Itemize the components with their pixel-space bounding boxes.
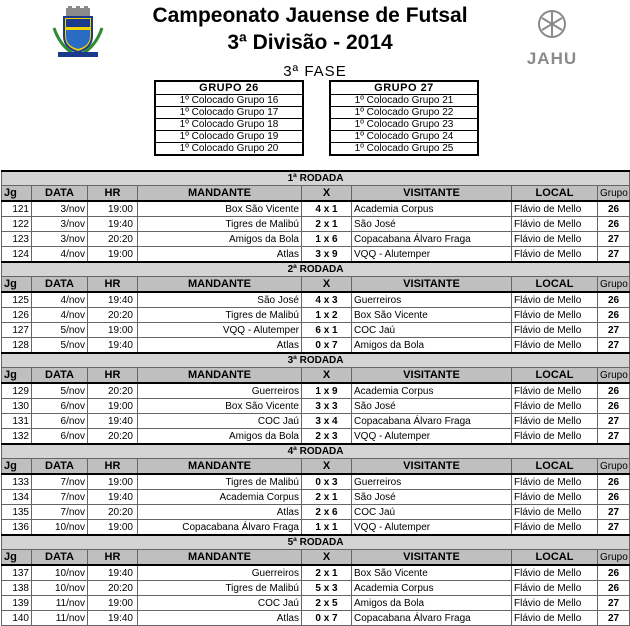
match-venue: Flávio de Mello	[512, 217, 598, 232]
match-score: 2 x 1	[302, 217, 352, 232]
page-title: Campeonato Jauense de Futsal	[152, 4, 468, 27]
match-number: 121	[2, 201, 32, 217]
column-header-jg: Jg	[2, 459, 32, 475]
home-team: Atlas	[138, 505, 302, 520]
column-header-score: X	[302, 459, 352, 475]
match-venue: Flávio de Mello	[512, 565, 598, 581]
group-name: GRUPO 27	[331, 82, 477, 95]
match-time: 19:40	[88, 414, 138, 429]
table-row	[2, 383, 630, 399]
table-row	[2, 505, 630, 520]
home-team: Tigres de Malibú	[138, 217, 302, 232]
group-item: 1º Colocado Grupo 17	[156, 107, 302, 119]
column-header-home: MANDANTE	[138, 368, 302, 384]
table-row	[2, 414, 630, 429]
column-header-local: LOCAL	[512, 368, 598, 384]
column-header-group: Grupo	[598, 550, 630, 566]
column-header-date: DATA	[32, 368, 88, 384]
match-score: 1 x 1	[302, 520, 352, 536]
away-team: Box São Vicente	[352, 308, 512, 323]
column-header-time: HR	[88, 550, 138, 566]
home-team: Tigres de Malibú	[138, 308, 302, 323]
match-time: 19:00	[88, 323, 138, 338]
column-header-jg: Jg	[2, 277, 32, 293]
match-venue: Flávio de Mello	[512, 383, 598, 399]
away-team: Amigos da Bola	[352, 596, 512, 611]
column-header-away: VISITANTE	[352, 186, 512, 202]
match-score: 1 x 2	[302, 308, 352, 323]
match-group: 27	[598, 323, 630, 338]
away-team: Academia Corpus	[352, 581, 512, 596]
match-venue: Flávio de Mello	[512, 399, 598, 414]
table-row	[2, 217, 630, 232]
match-group: 27	[598, 414, 630, 429]
match-score: 2 x 3	[302, 429, 352, 445]
away-team: Amigos da Bola	[352, 338, 512, 354]
match-number: 138	[2, 581, 32, 596]
match-time: 20:20	[88, 581, 138, 596]
match-time: 19:00	[88, 596, 138, 611]
away-team: São José	[352, 217, 512, 232]
match-score: 1 x 6	[302, 232, 352, 247]
match-venue: Flávio de Mello	[512, 474, 598, 490]
column-header-date: DATA	[32, 550, 88, 566]
column-header-home: MANDANTE	[138, 186, 302, 202]
match-time: 19:00	[88, 247, 138, 263]
match-group: 27	[598, 611, 630, 626]
match-number: 126	[2, 308, 32, 323]
home-team: Guerreiros	[138, 383, 302, 399]
home-team: Atlas	[138, 338, 302, 354]
group-item: 1º Colocado Grupo 24	[331, 131, 477, 143]
round-header	[2, 353, 630, 368]
match-time: 19:00	[88, 520, 138, 536]
match-group: 26	[598, 565, 630, 581]
column-header-time: HR	[88, 459, 138, 475]
column-header-group: Grupo	[598, 186, 630, 202]
match-group: 27	[598, 505, 630, 520]
away-team: COC Jaú	[352, 323, 512, 338]
match-date: 6/nov	[32, 399, 88, 414]
match-time: 19:00	[88, 474, 138, 490]
home-team: Tigres de Malibú	[138, 581, 302, 596]
column-header-score: X	[302, 550, 352, 566]
round-title: 5ª RODADA	[2, 535, 630, 550]
round-title: 3ª RODADA	[2, 353, 630, 368]
group-27-box	[329, 80, 479, 156]
match-group: 27	[598, 232, 630, 247]
match-group: 26	[598, 308, 630, 323]
away-team: COC Jaú	[352, 505, 512, 520]
match-time: 19:40	[88, 565, 138, 581]
match-group: 26	[598, 201, 630, 217]
table-row	[2, 232, 630, 247]
match-venue: Flávio de Mello	[512, 414, 598, 429]
column-header-away: VISITANTE	[352, 277, 512, 293]
match-score: 4 x 1	[302, 201, 352, 217]
match-group: 26	[598, 474, 630, 490]
column-header-local: LOCAL	[512, 459, 598, 475]
match-group: 26	[598, 383, 630, 399]
page-header	[0, 0, 630, 68]
away-team: Academia Corpus	[352, 383, 512, 399]
group-item: 1º Colocado Grupo 19	[156, 131, 302, 143]
column-header-time: HR	[88, 368, 138, 384]
column-header-date: DATA	[32, 186, 88, 202]
match-group: 27	[598, 429, 630, 445]
match-score: 0 x 7	[302, 338, 352, 354]
match-number: 139	[2, 596, 32, 611]
round-header	[2, 535, 630, 550]
match-number: 127	[2, 323, 32, 338]
match-date: 4/nov	[32, 308, 88, 323]
match-date: 7/nov	[32, 490, 88, 505]
away-team: Copacabana Álvaro Fraga	[352, 232, 512, 247]
away-team: Guerreiros	[352, 292, 512, 308]
column-header-local: LOCAL	[512, 186, 598, 202]
match-score: 3 x 4	[302, 414, 352, 429]
home-team: COC Jaú	[138, 596, 302, 611]
away-team: São José	[352, 399, 512, 414]
match-group: 26	[598, 581, 630, 596]
round-header	[2, 262, 630, 277]
column-header-row	[2, 186, 630, 202]
home-team: São José	[138, 292, 302, 308]
match-venue: Flávio de Mello	[512, 292, 598, 308]
away-team: São José	[352, 490, 512, 505]
column-header-jg: Jg	[2, 368, 32, 384]
column-header-date: DATA	[32, 277, 88, 293]
jahu-logo	[520, 6, 584, 66]
column-header-row	[2, 368, 630, 384]
match-time: 19:00	[88, 399, 138, 414]
group-item: 1º Colocado Grupo 20	[179, 143, 279, 154]
match-venue: Flávio de Mello	[512, 323, 598, 338]
page-subtitle: 3ª Divisão - 2014	[227, 31, 393, 54]
away-team: Academia Corpus	[352, 201, 512, 217]
home-team: Copacabana Álvaro Fraga	[138, 520, 302, 536]
match-time: 19:40	[88, 338, 138, 354]
table-row	[2, 474, 630, 490]
jahu-logo-text: JAHU	[526, 49, 578, 68]
group-item: 1º Colocado Grupo 25	[354, 143, 454, 154]
home-team: Atlas	[138, 247, 302, 263]
table-row	[2, 565, 630, 581]
group-26-box	[154, 80, 304, 156]
away-team: Copacabana Álvaro Fraga	[352, 611, 512, 626]
table-row	[2, 596, 630, 611]
match-time: 19:40	[88, 292, 138, 308]
match-group: 27	[598, 247, 630, 263]
match-number: 135	[2, 505, 32, 520]
column-header-group: Grupo	[598, 459, 630, 475]
match-venue: Flávio de Mello	[512, 429, 598, 445]
table-row	[2, 323, 630, 338]
away-team: Copacabana Álvaro Fraga	[352, 414, 512, 429]
match-number: 133	[2, 474, 32, 490]
match-score: 4 x 3	[302, 292, 352, 308]
match-number: 123	[2, 232, 32, 247]
match-number: 122	[2, 217, 32, 232]
match-date: 7/nov	[32, 474, 88, 490]
column-header-home: MANDANTE	[138, 459, 302, 475]
match-date: 7/nov	[32, 505, 88, 520]
match-number: 137	[2, 565, 32, 581]
match-score: 2 x 5	[302, 596, 352, 611]
match-venue: Flávio de Mello	[512, 338, 598, 354]
match-number: 129	[2, 383, 32, 399]
match-date: 5/nov	[32, 338, 88, 354]
column-header-group: Grupo	[598, 368, 630, 384]
home-team: Tigres de Malibú	[138, 474, 302, 490]
match-group: 27	[598, 520, 630, 536]
column-header-date: DATA	[32, 459, 88, 475]
home-team: Atlas	[138, 611, 302, 626]
home-team: Amigos da Bola	[138, 429, 302, 445]
match-time: 20:20	[88, 308, 138, 323]
match-date: 10/nov	[32, 581, 88, 596]
match-date: 3/nov	[32, 201, 88, 217]
home-team: Guerreiros	[138, 565, 302, 581]
match-venue: Flávio de Mello	[512, 490, 598, 505]
match-score: 0 x 3	[302, 474, 352, 490]
group-item: 1º Colocado Grupo 16	[156, 95, 302, 107]
table-row	[2, 338, 630, 354]
column-header-jg: Jg	[2, 186, 32, 202]
column-header-time: HR	[88, 186, 138, 202]
group-item: 1º Colocado Grupo 18	[156, 119, 302, 131]
round-header	[2, 444, 630, 459]
column-header-row	[2, 550, 630, 566]
match-group: 26	[598, 399, 630, 414]
table-row	[2, 520, 630, 536]
column-header-score: X	[302, 186, 352, 202]
match-score: 5 x 3	[302, 581, 352, 596]
column-header-home: MANDANTE	[138, 277, 302, 293]
round-title: 1ª RODADA	[2, 171, 630, 186]
group-name: GRUPO 26	[156, 82, 302, 95]
match-venue: Flávio de Mello	[512, 308, 598, 323]
match-number: 131	[2, 414, 32, 429]
phase-title: 3ª FASE	[283, 63, 347, 80]
match-group: 27	[598, 596, 630, 611]
away-team: VQQ - Alutemper	[352, 247, 512, 263]
home-team: Box São Vicente	[138, 399, 302, 414]
match-date: 6/nov	[32, 414, 88, 429]
group-item: 1º Colocado Grupo 21	[331, 95, 477, 107]
away-team: VQQ - Alutemper	[352, 520, 512, 536]
table-row	[2, 611, 630, 626]
match-group: 26	[598, 490, 630, 505]
table-row	[2, 308, 630, 323]
match-venue: Flávio de Mello	[512, 201, 598, 217]
match-date: 11/nov	[32, 611, 88, 626]
group-item: 1º Colocado Grupo 22	[331, 107, 477, 119]
column-header-local: LOCAL	[512, 277, 598, 293]
match-time: 19:40	[88, 217, 138, 232]
match-score: 1 x 9	[302, 383, 352, 399]
match-date: 4/nov	[32, 247, 88, 263]
column-header-away: VISITANTE	[352, 368, 512, 384]
match-group: 26	[598, 292, 630, 308]
table-row	[2, 429, 630, 445]
match-venue: Flávio de Mello	[512, 520, 598, 536]
table-row	[2, 490, 630, 505]
match-number: 125	[2, 292, 32, 308]
table-row	[2, 201, 630, 217]
table-row	[2, 292, 630, 308]
match-date: 3/nov	[32, 217, 88, 232]
column-header-score: X	[302, 277, 352, 293]
match-time: 19:40	[88, 611, 138, 626]
column-header-group: Grupo	[598, 277, 630, 293]
match-date: 6/nov	[32, 429, 88, 445]
home-team: Academia Corpus	[138, 490, 302, 505]
column-header-local: LOCAL	[512, 550, 598, 566]
city-crest-icon	[52, 6, 104, 58]
table-row	[2, 581, 630, 596]
match-number: 132	[2, 429, 32, 445]
match-number: 130	[2, 399, 32, 414]
home-team: COC Jaú	[138, 414, 302, 429]
match-number: 140	[2, 611, 32, 626]
column-header-row	[2, 277, 630, 293]
match-score: 6 x 1	[302, 323, 352, 338]
schedule-table	[1, 170, 630, 626]
column-header-away: VISITANTE	[352, 459, 512, 475]
group-item: 1º Colocado Grupo 23	[331, 119, 477, 131]
match-score: 3 x 3	[302, 399, 352, 414]
match-time: 20:20	[88, 505, 138, 520]
column-header-jg: Jg	[2, 550, 32, 566]
match-date: 10/nov	[32, 565, 88, 581]
match-time: 19:40	[88, 490, 138, 505]
away-team: VQQ - Alutemper	[352, 429, 512, 445]
match-number: 128	[2, 338, 32, 354]
away-team: Box São Vicente	[352, 565, 512, 581]
match-venue: Flávio de Mello	[512, 596, 598, 611]
match-score: 2 x 1	[302, 565, 352, 581]
column-header-time: HR	[88, 277, 138, 293]
match-date: 5/nov	[32, 383, 88, 399]
match-venue: Flávio de Mello	[512, 611, 598, 626]
match-group: 26	[598, 217, 630, 232]
table-row	[2, 247, 630, 263]
table-row	[2, 399, 630, 414]
match-date: 11/nov	[32, 596, 88, 611]
match-time: 20:20	[88, 232, 138, 247]
round-header	[2, 171, 630, 186]
match-date: 10/nov	[32, 520, 88, 536]
match-score: 2 x 6	[302, 505, 352, 520]
match-number: 136	[2, 520, 32, 536]
home-team: VQQ - Alutemper	[138, 323, 302, 338]
column-header-row	[2, 459, 630, 475]
home-team: Amigos da Bola	[138, 232, 302, 247]
match-venue: Flávio de Mello	[512, 232, 598, 247]
match-time: 20:20	[88, 429, 138, 445]
match-date: 3/nov	[32, 232, 88, 247]
schedule-table-container	[1, 170, 629, 626]
jahu-emblem-icon	[520, 6, 584, 46]
match-number: 124	[2, 247, 32, 263]
match-group: 27	[598, 338, 630, 354]
column-header-home: MANDANTE	[138, 550, 302, 566]
home-team: Box São Vicente	[138, 201, 302, 217]
match-number: 134	[2, 490, 32, 505]
match-score: 3 x 9	[302, 247, 352, 263]
match-date: 4/nov	[32, 292, 88, 308]
match-venue: Flávio de Mello	[512, 247, 598, 263]
away-team: Guerreiros	[352, 474, 512, 490]
match-time: 20:20	[88, 383, 138, 399]
match-venue: Flávio de Mello	[512, 581, 598, 596]
match-venue: Flávio de Mello	[512, 505, 598, 520]
match-date: 5/nov	[32, 323, 88, 338]
column-header-away: VISITANTE	[352, 550, 512, 566]
match-score: 0 x 7	[302, 611, 352, 626]
match-score: 2 x 1	[302, 490, 352, 505]
match-time: 19:00	[88, 201, 138, 217]
round-title: 2ª RODADA	[2, 262, 630, 277]
column-header-score: X	[302, 368, 352, 384]
round-title: 4ª RODADA	[2, 444, 630, 459]
